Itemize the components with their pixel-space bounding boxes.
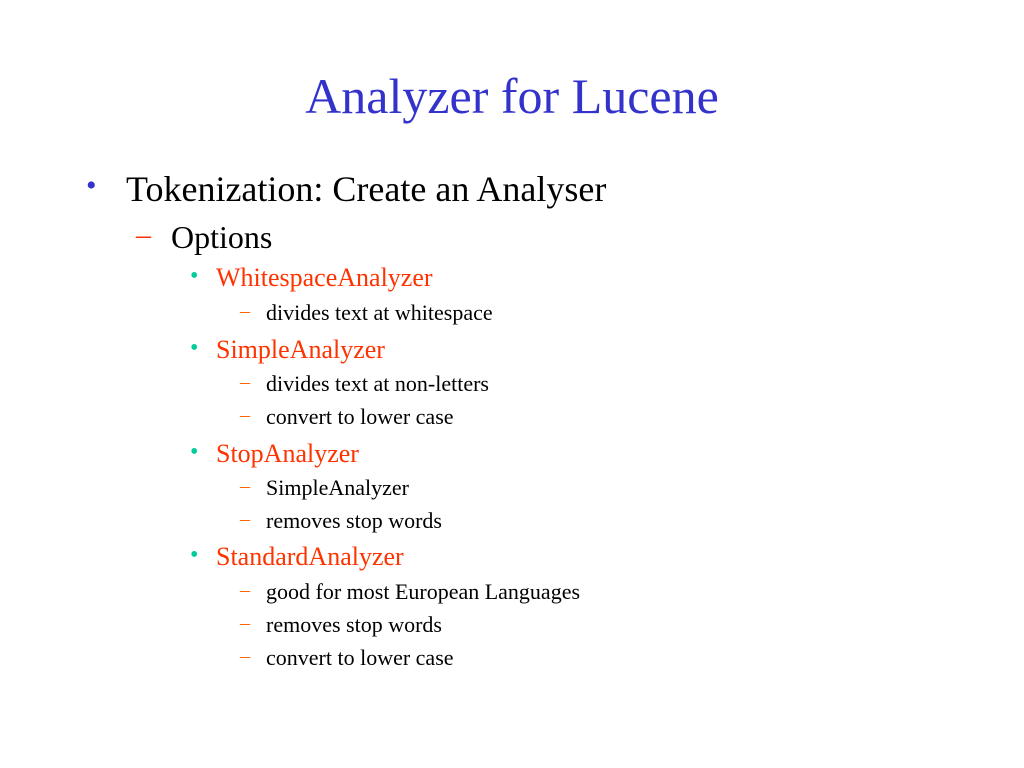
analyzer-detail: convert to lower case xyxy=(266,404,454,429)
dash-marker-icon: – xyxy=(240,404,250,426)
bullet-options: Options xyxy=(171,219,273,255)
bullet-tokenization: Tokenization: Create an Analyser xyxy=(126,169,607,209)
dash-marker-icon: – xyxy=(240,508,250,530)
analyzer-detail: convert to lower case xyxy=(266,645,454,670)
bullet-dot-icon: • xyxy=(190,542,199,568)
analyzer-detail: good for most European Languages xyxy=(266,579,581,604)
analyzer-detail: divides text at whitespace xyxy=(266,300,493,325)
bullet-dot-icon: • xyxy=(86,169,97,202)
dash-marker-icon: – xyxy=(240,300,250,322)
bullet-dot-icon: • xyxy=(190,263,199,289)
dash-marker-icon: – xyxy=(136,218,151,251)
dash-marker-icon: – xyxy=(240,645,250,667)
analyzer-name: SimpleAnalyzer xyxy=(216,335,385,364)
analyzer-detail: divides text at non-letters xyxy=(266,371,489,396)
dash-marker-icon: – xyxy=(240,371,250,393)
analyzer-name: WhitespaceAnalyzer xyxy=(216,263,433,292)
bullet-dot-icon: • xyxy=(190,335,199,361)
bullet-dot-icon: • xyxy=(190,439,199,465)
analyzer-detail: removes stop words xyxy=(266,508,442,533)
analyzer-name: StopAnalyzer xyxy=(216,439,359,468)
analyzer-detail: SimpleAnalyzer xyxy=(266,475,409,500)
dash-marker-icon: – xyxy=(240,612,250,634)
dash-marker-icon: – xyxy=(240,475,250,497)
slide-title: Analyzer for Lucene xyxy=(305,68,719,124)
dash-marker-icon: – xyxy=(240,579,250,601)
analyzer-name: StandardAnalyzer xyxy=(216,542,404,571)
analyzer-detail: removes stop words xyxy=(266,612,442,637)
